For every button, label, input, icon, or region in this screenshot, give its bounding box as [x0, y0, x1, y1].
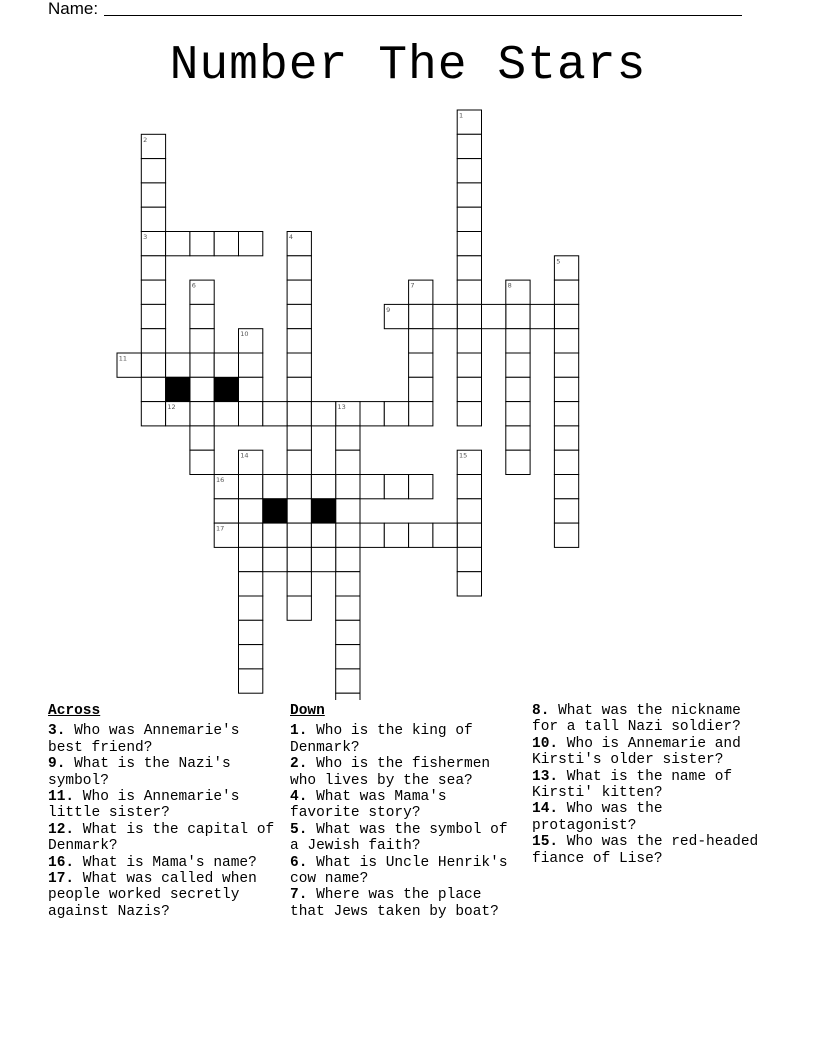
grid-cell[interactable] — [457, 353, 481, 377]
clue-item — [48, 822, 280, 855]
grid-cell[interactable] — [287, 523, 311, 547]
grid-cell[interactable] — [287, 450, 311, 474]
grid-cell[interactable] — [409, 377, 433, 401]
grid-cell[interactable] — [311, 402, 335, 426]
clue-text: What is the capital of Denmark? — [48, 821, 275, 855]
grid-cell[interactable] — [141, 304, 165, 328]
grid-cell[interactable] — [239, 547, 263, 571]
clue-text: Who was the protagonist? — [532, 801, 663, 834]
grid-cell[interactable] — [457, 499, 481, 523]
grid-cell[interactable] — [457, 304, 481, 328]
clue-num: 9. — [48, 756, 66, 773]
grid-cell[interactable] — [409, 523, 433, 547]
grid-cell[interactable] — [554, 304, 578, 328]
grid-cell[interactable] — [239, 475, 263, 499]
grid-cell[interactable] — [287, 499, 311, 523]
grid-cell[interactable] — [336, 547, 360, 571]
grid-cell[interactable] — [141, 256, 165, 280]
clue-num: 8. — [532, 703, 550, 719]
grid-cell[interactable] — [336, 693, 360, 700]
clue-item — [532, 703, 772, 736]
clue-num: 1. — [290, 723, 308, 740]
clue-num: 10. — [532, 735, 559, 752]
clue-num: 5. — [290, 821, 308, 838]
clue-item — [48, 871, 280, 920]
clue-num: 7. — [290, 887, 308, 904]
down-clue-list-continued — [532, 703, 772, 867]
clue-item — [290, 822, 522, 855]
grid-cell[interactable] — [166, 353, 190, 377]
grid-cell[interactable] — [336, 572, 360, 596]
black-square — [311, 499, 335, 523]
grid-cell[interactable] — [457, 159, 481, 183]
clue-num: 14. — [532, 801, 559, 818]
clue-number: 3 — [143, 233, 148, 241]
across-clue-list — [48, 723, 280, 920]
grid-cell[interactable] — [457, 377, 481, 401]
grid-cell[interactable] — [554, 329, 578, 353]
grid-cell[interactable] — [190, 450, 214, 474]
clue-text: What is Mama's name? — [74, 854, 257, 871]
clue-num: 13. — [532, 768, 559, 785]
grid-cell[interactable] — [239, 232, 263, 256]
grid-cell[interactable] — [457, 547, 481, 571]
grid-cell[interactable] — [190, 329, 214, 353]
grid-cell[interactable] — [214, 232, 238, 256]
grid-cell[interactable] — [457, 329, 481, 353]
grid-cell[interactable] — [239, 572, 263, 596]
grid-cell[interactable] — [190, 426, 214, 450]
grid-cell[interactable] — [433, 523, 457, 547]
grid-cell[interactable] — [239, 499, 263, 523]
grid-cell[interactable] — [239, 645, 263, 669]
clue-num: 12. — [48, 821, 75, 838]
down-clue-list — [290, 723, 522, 920]
grid-cell[interactable] — [141, 280, 165, 304]
grid-cell[interactable] — [482, 304, 506, 328]
grid-cell[interactable] — [336, 450, 360, 474]
grid-cell[interactable] — [311, 475, 335, 499]
grid-cell[interactable] — [214, 402, 238, 426]
grid-cell[interactable] — [457, 207, 481, 231]
grid-cell[interactable] — [263, 547, 287, 571]
clue-num: 4. — [290, 789, 308, 806]
clue-item — [532, 736, 772, 769]
clue-item — [48, 756, 280, 789]
clue-item — [532, 834, 772, 867]
grid-cell[interactable] — [336, 499, 360, 523]
grid-cell[interactable] — [457, 402, 481, 426]
clue-item — [48, 723, 280, 756]
grid-cell[interactable] — [457, 134, 481, 158]
grid-cell[interactable] — [409, 353, 433, 377]
clue-text: Who was the red-headed fiance of Lise? — [532, 834, 759, 867]
down-clues — [290, 703, 522, 920]
clue-text: Where was the place that Jews taken by boat? — [290, 887, 499, 920]
grid-cell[interactable] — [554, 475, 578, 499]
grid-cell[interactable] — [287, 377, 311, 401]
grid-cell[interactable] — [360, 475, 384, 499]
clue-text: What was called when people worked secretly against Nazis? — [48, 871, 257, 920]
clue-num: 15. — [532, 834, 559, 851]
clue-item — [532, 801, 772, 834]
page-title: Number The Stars — [169, 39, 647, 93]
grid-cell[interactable] — [287, 426, 311, 450]
grid-cell[interactable] — [239, 523, 263, 547]
clue-number: 14 — [240, 451, 249, 460]
clue-number: 13 — [337, 403, 346, 412]
clue-item — [48, 789, 280, 822]
black-square — [263, 499, 287, 523]
grid-cell[interactable] — [166, 232, 190, 256]
clue-num: 6. — [290, 854, 308, 871]
grid-cell[interactable] — [409, 329, 433, 353]
clue-num: 3. — [48, 723, 66, 740]
down-heading: Down — [290, 703, 325, 719]
grid-cell[interactable] — [554, 280, 578, 304]
grid-cell[interactable] — [141, 402, 165, 426]
grid-cell[interactable] — [384, 475, 408, 499]
grid-cell[interactable] — [336, 645, 360, 669]
grid-cell[interactable] — [287, 280, 311, 304]
grid-cell[interactable] — [554, 450, 578, 474]
grid-cell[interactable] — [554, 353, 578, 377]
grid-cell[interactable] — [457, 475, 481, 499]
grid-cell[interactable] — [287, 304, 311, 328]
grid-cell[interactable] — [554, 499, 578, 523]
clue-num: 2. — [290, 756, 308, 773]
clue-item — [532, 769, 772, 802]
across-clues — [48, 703, 280, 920]
grid-cell[interactable] — [506, 426, 530, 450]
down-clues-continued — [532, 703, 772, 867]
grid-cell[interactable] — [554, 402, 578, 426]
clue-item — [290, 789, 522, 822]
grid-cell[interactable] — [457, 572, 481, 596]
grid-cell[interactable] — [287, 329, 311, 353]
clue-num: 17. — [48, 871, 75, 888]
grid-cell[interactable] — [384, 523, 408, 547]
grid-cell[interactable] — [409, 402, 433, 426]
grid-cell[interactable] — [457, 183, 481, 207]
clue-text: What was the nickname for a tall Nazi soldier? — [532, 703, 741, 736]
grid-cell[interactable] — [360, 402, 384, 426]
grid-cell[interactable] — [141, 207, 165, 231]
clue-text: Who is Annemarie and Kirsti's older sister? — [532, 735, 741, 769]
grid-cell[interactable] — [336, 426, 360, 450]
grid-cell[interactable] — [311, 523, 335, 547]
grid-cell[interactable] — [409, 304, 433, 328]
clue-number: 7 — [410, 281, 415, 290]
grid-cell[interactable] — [409, 475, 433, 499]
grid-cell[interactable] — [239, 377, 263, 401]
clue-number: 5 — [556, 257, 561, 266]
grid-cell[interactable] — [214, 499, 238, 523]
clue-text: Who is the king of Denmark? — [290, 723, 473, 756]
clue-text: What was the symbol of a Jewish faith? — [290, 821, 508, 855]
grid-cell[interactable] — [190, 377, 214, 401]
grid-cell[interactable] — [239, 620, 263, 644]
grid-cell[interactable] — [239, 596, 263, 620]
grid-cell[interactable] — [190, 304, 214, 328]
clue-text: Who is the fishermen who lives by the sea? — [290, 756, 491, 789]
clue-item — [290, 855, 522, 888]
grid-cell[interactable] — [506, 377, 530, 401]
clue-item — [48, 855, 280, 871]
grid-cell[interactable] — [263, 475, 287, 499]
clue-text: What is the name of Kirsti' kitten? — [532, 768, 733, 802]
clue-number: 4 — [288, 233, 294, 241]
clue-number: 15 — [459, 451, 468, 460]
grid-cell[interactable] — [433, 304, 457, 328]
grid-cell[interactable] — [506, 353, 530, 377]
grid-cell[interactable] — [287, 596, 311, 620]
clue-item — [290, 756, 522, 789]
clue-number: 1 — [459, 111, 464, 120]
grid-cell[interactable] — [190, 402, 214, 426]
grid-cell[interactable] — [190, 353, 214, 377]
clue-item — [290, 887, 522, 920]
clue-number: 2 — [143, 135, 148, 144]
clue-number: 17 — [216, 524, 225, 533]
grid-cell[interactable] — [263, 523, 287, 547]
grid-cell[interactable] — [141, 159, 165, 183]
clue-text: Who is Annemarie's little sister? — [48, 789, 240, 822]
grid-cell[interactable] — [287, 402, 311, 426]
grid-cell[interactable] — [554, 426, 578, 450]
clue-text: What is Uncle Henrik's cow name? — [290, 854, 508, 888]
grid-cell[interactable] — [554, 377, 578, 401]
grid-cell[interactable] — [457, 232, 481, 256]
grid-cell[interactable] — [336, 620, 360, 644]
clue-text: What is the Nazi's symbol? — [48, 756, 231, 789]
grid-cell[interactable] — [457, 280, 481, 304]
grid-cell[interactable] — [336, 669, 360, 693]
grid-cell[interactable] — [190, 232, 214, 256]
grid-cell[interactable] — [336, 475, 360, 499]
grid-cell[interactable] — [530, 304, 554, 328]
grid-cell[interactable] — [457, 523, 481, 547]
name-label: Name: — [48, 0, 99, 18]
grid-cell[interactable] — [287, 547, 311, 571]
grid-cell[interactable] — [239, 353, 263, 377]
grid-cell[interactable] — [336, 596, 360, 620]
grid-cell[interactable] — [336, 523, 360, 547]
grid-cell[interactable] — [287, 256, 311, 280]
clue-num: 16. — [48, 854, 75, 871]
grid-cell[interactable] — [506, 450, 530, 474]
grid-cell[interactable] — [506, 402, 530, 426]
grid-cell[interactable] — [214, 353, 238, 377]
clue-number: 10 — [240, 330, 249, 339]
grid-cell[interactable] — [287, 353, 311, 377]
grid-cell[interactable] — [141, 353, 165, 377]
clue-text: Who was Annemarie's best friend? — [48, 723, 240, 756]
clue-number: 11 — [118, 354, 128, 363]
clue-item — [290, 723, 522, 756]
clue-text: What was Mama's favorite story? — [290, 789, 447, 822]
clue-num: 11. — [48, 789, 75, 806]
clue-number: 12 — [167, 403, 176, 412]
black-square — [214, 377, 238, 401]
black-square — [166, 377, 190, 401]
grid-cell[interactable] — [263, 402, 287, 426]
grid-cell[interactable] — [506, 304, 530, 328]
clue-number: 8 — [507, 281, 512, 290]
clue-number: 9 — [386, 305, 391, 314]
grid-cell[interactable] — [506, 329, 530, 353]
grid-cell[interactable] — [360, 523, 384, 547]
grid-cell[interactable] — [287, 475, 311, 499]
grid-cell[interactable] — [554, 523, 578, 547]
across-heading: Across — [48, 703, 101, 719]
clue-number: 16 — [216, 476, 225, 484]
grid-cell[interactable] — [141, 183, 165, 207]
grid-cell[interactable] — [141, 377, 165, 401]
clue-number: 6 — [191, 281, 196, 290]
grid-cell[interactable] — [457, 256, 481, 280]
grid-cell[interactable] — [287, 572, 311, 596]
grid-cell[interactable] — [239, 669, 263, 693]
grid-cell[interactable] — [384, 402, 408, 426]
grid-cell[interactable] — [311, 547, 335, 571]
grid-cell[interactable] — [141, 329, 165, 353]
grid-cell[interactable] — [239, 402, 263, 426]
